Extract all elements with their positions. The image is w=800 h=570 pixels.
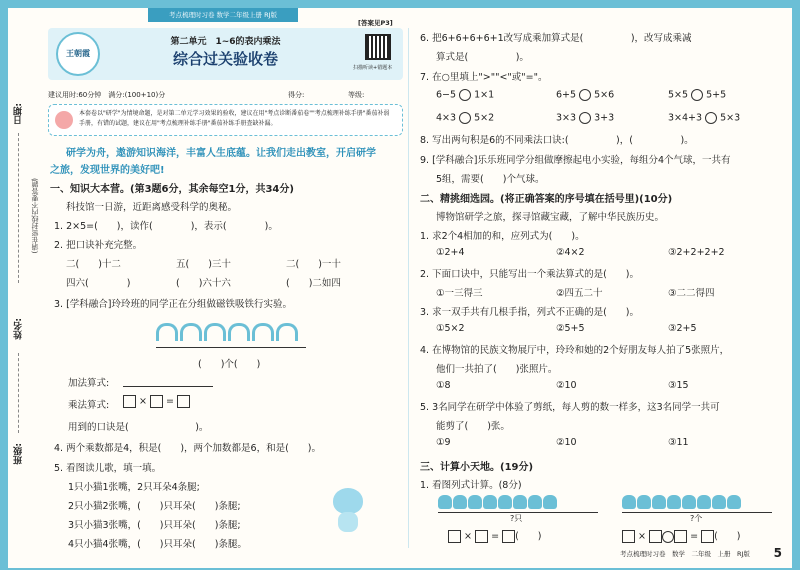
magnet-icon <box>276 323 298 341</box>
mitten-group-left <box>438 494 558 513</box>
compare-item: 5×5 5+5 <box>668 89 727 101</box>
question-1: 1. 2×5=( )，读作( )，表示( )。 <box>54 221 278 232</box>
mitten-icon <box>513 495 527 509</box>
rhyme-blank: 四六( ) <box>66 278 131 289</box>
compare-item: 3×4+3 5×3 <box>668 112 741 124</box>
compare-circle[interactable] <box>459 89 471 101</box>
magnet-icon <box>204 323 226 341</box>
question-4: 4. 两个乘数都是4，积是( )，两个加数都是6，和是( )。 <box>54 443 321 454</box>
choice-option[interactable]: ③二二得四 <box>668 288 715 299</box>
choice-question-4a: 4. 在博物馆的民族文物展厅中，玲玲和她的2个好朋友每人拍了5张照片， <box>420 345 730 356</box>
choice-question-4b: 他们一共拍了( )张照片。 <box>436 364 558 375</box>
compare-circle[interactable] <box>459 112 471 124</box>
seal-line <box>18 133 19 283</box>
choice-option[interactable]: ②10 <box>556 380 577 391</box>
intro-line-1: 研学为舟，遨游知识海洋，丰富人生底蕴。让我们走出教室，开启研学 <box>66 148 376 159</box>
mitten-icon <box>483 495 497 509</box>
question-5: 5. 看图读儿歌，填一填。 <box>54 463 162 474</box>
rhyme-used: 用到的口诀是( )。 <box>68 422 209 433</box>
choice-option[interactable]: ①5×2 <box>436 323 465 334</box>
question-6a: 6. 把6+6+6+6+1改写成乘加算式是( )，改写成乘减 <box>420 33 692 44</box>
compare-circle[interactable] <box>691 89 703 101</box>
question-2: 2. 把口诀补充完整。 <box>54 240 143 251</box>
compare-circle[interactable] <box>579 112 591 124</box>
multiplication-boxes[interactable]: × = <box>123 395 190 408</box>
mitten-icon <box>468 495 482 509</box>
choice-option[interactable]: ②5+5 <box>556 323 585 334</box>
unit-title: 第二单元 1~6的表内乘法 <box>170 37 281 47</box>
song-line-3: 3只小猫3张嘴，( )只耳朵( )条腿; <box>68 520 241 531</box>
tip-text: 本套卷以"研学"为情境命题，是对第二单元学习效果的验收，建议在用"考点诊断番茄卷""考点梳理补练手册"番茄补弱手册，有错的试题，建议在用"考点梳理补练手册"番茄补练手册查缺补漏。 <box>79 110 390 127</box>
seal-line <box>18 353 19 433</box>
compare-item: 4×3 5×2 <box>436 112 495 124</box>
mitten-icon <box>438 495 452 509</box>
choice-question-1: 1. 求2个4相加的和，应列式为( )。 <box>420 231 585 242</box>
choice-option[interactable]: ①一三得三 <box>436 288 483 299</box>
brand-logo: 王朝霞 <box>56 32 100 76</box>
mitten-icon <box>667 495 681 509</box>
question-9b: 5组，需要( )个气球。 <box>436 174 545 185</box>
song-line-1: 1只小猫1张嘴，2只耳朵4条腿; <box>68 482 200 493</box>
mitten-icon <box>712 495 726 509</box>
magnet-icon <box>156 323 178 341</box>
addition-label: 加法算式: <box>68 378 110 389</box>
name-label: 姓名: <box>14 318 24 340</box>
mitten-icon <box>498 495 512 509</box>
mitten-icon <box>697 495 711 509</box>
section-1-heading: 一、知识大本营。(第3题6分，其余每空1分，共34分) <box>50 184 294 195</box>
question-8: 8. 写出两句积是6的不同乘法口诀:( )，( )。 <box>420 135 694 146</box>
qr-code-icon[interactable] <box>365 34 391 60</box>
grade-label: 等级: <box>348 91 365 99</box>
study-tip <box>48 104 403 136</box>
answer-reference: [答案见P3] <box>358 19 393 27</box>
mitten-group-right <box>622 494 742 513</box>
choice-question-2: 2. 下面口诀中，只能写出一个乘法算式的是( )。 <box>420 269 639 280</box>
mitten-icon <box>727 495 741 509</box>
choice-option[interactable]: ①8 <box>436 380 451 391</box>
choice-option[interactable]: ②四五二十 <box>556 288 603 299</box>
mitten-icon <box>637 495 651 509</box>
unknown-label: ?只 <box>510 514 523 523</box>
magnet-icon <box>228 323 250 341</box>
addition-input[interactable] <box>123 386 213 387</box>
rhyme-blank: ( )二如四 <box>286 278 341 289</box>
choice-question-5a: 5. 3名同学在研学中体验了剪纸，每人剪的数一样多，这3名同学一共可 <box>420 402 720 413</box>
section-2-heading: 二、精挑细选园。(将正确答案的序号填在括号里)(10分) <box>420 194 673 205</box>
column-divider <box>408 28 409 548</box>
qr-label: 扫描听读+错题本 <box>353 65 393 71</box>
choice-option[interactable]: ③11 <box>668 437 689 448</box>
calc-boxes-left[interactable]: × = ( ) <box>448 528 541 543</box>
date-label: 日期: <box>14 103 24 125</box>
rhyme-blank: 二( )一十 <box>286 259 341 270</box>
intro-line-2: 之旅，发现世界的美好吧! <box>50 165 165 176</box>
rhyme-blank: 五( )三十 <box>176 259 231 270</box>
magnet-count: ( )个( ) <box>198 359 261 370</box>
mitten-icon <box>543 495 557 509</box>
score-label: 得分: <box>288 91 305 99</box>
question-6b: 算式是( )。 <box>436 52 529 63</box>
question-3: 3. [学科融合]玲玲班的同学正在分组做磁铁吸铁行实验。 <box>54 299 292 310</box>
rhyme-blank: ( )六十六 <box>176 278 231 289</box>
compare-circle[interactable] <box>705 112 717 124</box>
choice-option[interactable]: ①9 <box>436 437 451 448</box>
question-7: 7. 在○里填上">""<"或"="。 <box>420 72 548 83</box>
page-number: 5 <box>773 546 782 560</box>
compare-item: 6+5 5×6 <box>556 89 615 101</box>
magnet-icon <box>180 323 202 341</box>
tip-character-icon <box>55 111 73 129</box>
section-1-context: 科技馆一日游，近距离感受科学的奥秘。 <box>66 202 238 213</box>
mitten-icon <box>528 495 542 509</box>
compare-item: 6−5 1×1 <box>436 89 495 101</box>
student-info-strip <box>8 103 42 568</box>
rhyme-blank: 二( )十二 <box>66 259 121 270</box>
choice-question-5b: 能剪了( )张。 <box>436 421 510 432</box>
cat-illustration <box>330 488 366 534</box>
magnet-icon <box>252 323 274 341</box>
mitten-icon <box>453 495 467 509</box>
choice-option[interactable]: ②10 <box>556 437 577 448</box>
top-band: 考点梳理时习卷 数学二年级上册 RJ版 <box>148 8 298 22</box>
time-score-info: 建议用时:60分钟 满分:(100+10)分 <box>48 91 166 99</box>
compare-item: 3×3 3+3 <box>556 112 615 124</box>
calc-boxes-right[interactable]: × = ( ) <box>622 528 740 543</box>
choice-option[interactable]: ③2+5 <box>668 323 697 334</box>
section-2-context: 博物馆研学之旅，探寻馆藏宝藏，了解中华民族历史。 <box>436 212 665 223</box>
calc-question-1: 1. 看图列式计算。(8分) <box>420 480 522 491</box>
choice-option[interactable]: ①2+4 <box>436 247 465 258</box>
footer-text: 考点梳理时习卷 数学 二年级 上册 RJ版 <box>620 550 750 558</box>
song-line-2: 2只小猫2张嘴，( )只耳朵( )条腿; <box>68 501 241 512</box>
section-3-heading: 三、计算小天地。(19分) <box>420 462 534 473</box>
title-banner <box>48 28 403 80</box>
compare-circle[interactable] <box>579 89 591 101</box>
choice-question-3: 3. 求一双手共有几根手指，列式不正确的是( )。 <box>420 307 639 318</box>
mitten-icon <box>682 495 696 509</box>
mitten-icon <box>652 495 666 509</box>
question-9a: 9. [学科融合]乐乐班同学分组做摩擦起电小实验，每组分4个气球，一共有 <box>420 155 731 166</box>
class-label: 班级: <box>14 443 24 465</box>
multiplication-label: 乘法算式: <box>68 400 110 411</box>
worksheet-page <box>8 8 792 568</box>
choice-option[interactable]: ②4×2 <box>556 247 585 258</box>
brace <box>156 347 306 348</box>
page-title: 综合过关验收卷 <box>172 50 278 68</box>
seal-note: (请在密封线内不要答题) <box>31 178 39 254</box>
mitten-icon <box>622 495 636 509</box>
unknown-label: ?个 <box>690 514 703 523</box>
song-line-4: 4只小猫4张嘴，( )只耳朵( )条腿。 <box>68 539 247 550</box>
choice-option[interactable]: ③2+2+2+2 <box>668 247 725 258</box>
choice-option[interactable]: ③15 <box>668 380 689 391</box>
